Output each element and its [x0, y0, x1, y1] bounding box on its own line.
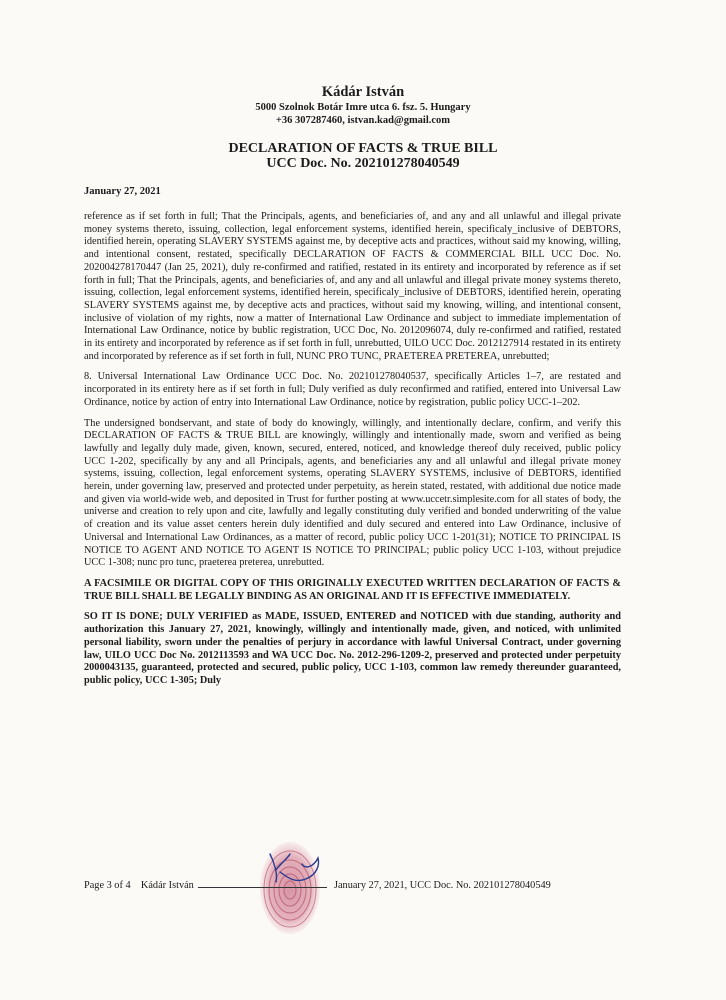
- footer-reference: January 27, 2021, UCC Doc. No. 202101278040549: [333, 880, 551, 891]
- document-date: January 27, 2021: [84, 186, 161, 197]
- document-title: DECLARATION OF FACTS & TRUE BILL: [228, 141, 498, 156]
- bold-paragraph: A FACSIMILE OR DIGITAL COPY OF THIS ORIGINALLY EXECUTED WRITTEN DECLARATION OF FACTS & TRUE BILL SHALL BE LEGALLY BINDING AS AN ORIGINAL AND IT IS EFFECTIVE IMMEDIATELY.: [84, 577, 621, 602]
- body-paragraph: 8. Universal International Law Ordinance UCC Doc. No. 202101278040537, specifically Articles 1–7, are restated and incorporated in its entirety here as if set forth in full; Duly verified as duly reconfirmed and ratified, entered into Universal Law Ordinance, notice by action of entry into International Law Ordinance, notice by registration, public policy UCC-1–202.: [84, 371, 621, 408]
- page-footer: [84, 877, 644, 891]
- signature-line: [198, 877, 327, 888]
- author-name: Kádár István: [321, 84, 405, 100]
- footer-name: Kádár István: [140, 880, 194, 891]
- document-body: [84, 211, 621, 696]
- document-number: UCC Doc. No. 202101278040549: [266, 156, 460, 171]
- body-paragraph: reference as if set forth in full; That the Principals, agents, and beneficiaries of, and any and all unlawful and illegal private money systems thereto, issuing, collection, legal enforcement systems, identified herein, specificaly_inclusive of DEBTORS, identified herein, operating SLAVERY SYSTEMS against me, by deceptive acts and practices, without said my knowing, willing, and intentional consent, restated, specifically DECLARATION OF FACTS & COMMERCIAL BILL UCC Doc. No. 202004278170447 (Jan 25, 2021), duly re-confirmed and ratified, restated in its entirety and incorporated by reference as if set forth in full; That the Principals, agents, and beneficiaries of, and any and all unlawful and illegal private money systems thereto, issuing, collection, legal enforcement systems, identified herein, specificaly_inclusive of DEBTORS, identified herein, operating SLAVERY SYSTEMS against me, by deceptive acts and practices, without said my knowing, willing, and intentional consent, inclusive of violation of my rights, now a matter of International Law Ordinance and subject to immediate implementation of International Law Ordinance, notice by bublic registration, UCC Doc, No. 2012096074, duly re-confirmed and ratified, restated in its entirety and incorporated by reference as if set forth in full, unrebutted, UILO UCC Doc. 2012127914 restated in its entirety and incorporated by reference as if set forth in full, NUNC PRO TUNC, PRAETEREA PRETEREA, unrebutted;: [84, 211, 621, 362]
- letterhead: [0, 84, 726, 127]
- bold-paragraph: SO IT IS DONE; DULY VERIFIED as MADE, ISSUED, ENTERED and NOTICED with due standing, authority and authorization this January 27, 2021, knowingly, willingly and intentionally made, given, and noticed, with unlimited personal liability, sworn under the penalties of perjury in accordance with lawful Universal Contract, under governing law, UILO UCC Doc No. 2012113593 and WA UCC Doc. No. 2012-296-1209-2, preserved and protected under perpetuity 2000043135, guaranteed, protected and secured, public policy, UCC 1-103, common law remedy thereunder guaranteed, public policy, UCC 1-305; Duly: [84, 611, 621, 686]
- document-title-block: [0, 141, 726, 171]
- author-address: 5000 Szolnok Botár Imre utca 6. fsz. 5. Hungary: [255, 102, 471, 113]
- author-contact: +36 307287460, istvan.kad@gmail.com: [275, 115, 451, 126]
- page-number: Page 3 of 4: [84, 880, 131, 891]
- body-paragraph: The undersigned bondservant, and state of body do knowingly, willingly, and intentionally declare, confirm, and verify this DECLARATION OF FACTS & TRUE BILL are knowingly, willingly and intentionally made, sworn and verified as being lawfully and legally duly made, given, known, secured, entered, noticed, and knowledge thereof duly received, public policy UCC 1-202, specifically by any and all Principals, agents, and beneficiaries any and all unlawful and illegal private money systems, issuing, collection, legal enforcement systems, operating SLAVERY SYSTEMS, inclusive of DEBTORS, identified herein, under governing law, preserved and protected under perpetuity, as herein stated, restated, with additional due notice made and given via world-wide web, and deposited in Trust for further posting at www.uccetr.simplesite.com for all states of body, the universe and creation to rely upon and cite, lawfully and legally constituting duly verified and bonded underwriting of the value of creation and its value asset centers herein duly identified and duly secured and entered into Law Ordinance, inclusive of Universal and International Law Ordinances, as a matter of record, public policy UCC 1-201(31); NOTICE TO PRINCIPAL IS NOTICE TO AGENT AND NOTICE TO AGENT IS NOTICE TO PRINCIPAL; public policy UCC 1-103, without prejudice UCC 1-308; nunc pro tunc, praeterea preterea, unrebutted.: [84, 417, 621, 569]
